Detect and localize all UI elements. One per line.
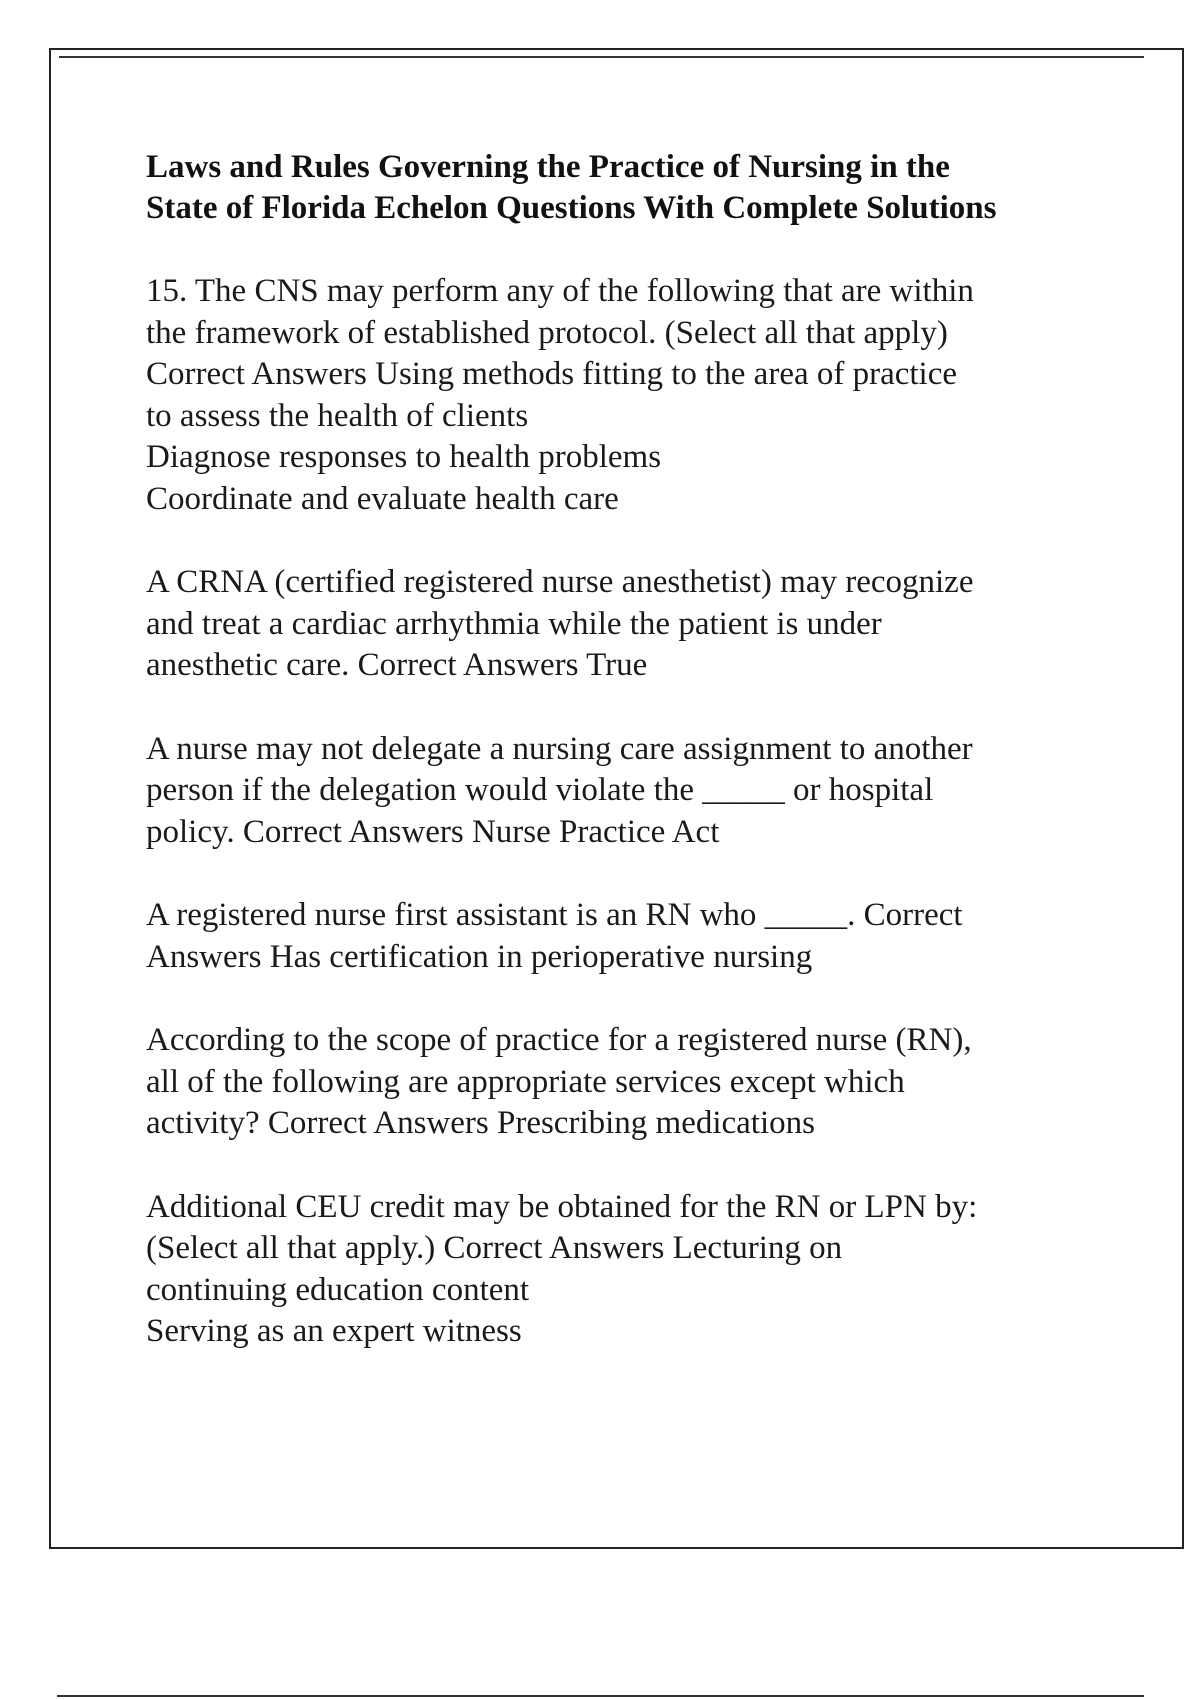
footer-rule xyxy=(57,1695,1144,1697)
document-content xyxy=(146,147,1096,1353)
qa-text-line: Correct Answers Using methods fitting to the area of practice xyxy=(146,356,958,392)
document-title xyxy=(146,147,1096,229)
document-title-line: State of Florida Echelon Questions With Complete Solutions xyxy=(146,190,997,226)
qa-text-line: person if the delegation would violate the _____ or hospital xyxy=(146,772,934,808)
qa-block-first-assistant xyxy=(146,895,1096,978)
qa-text-line: A nurse may not delegate a nursing care assignment to another xyxy=(146,730,973,767)
qa-text-line: the framework of established protocol. (Select all that apply) xyxy=(146,314,948,351)
qa-text-line: continuing education content xyxy=(146,1271,530,1308)
qa-text-line: to assess the health of clients xyxy=(146,397,529,434)
qa-block-ceu-credit xyxy=(146,1187,1096,1353)
qa-text-line: According to the scope of practice for a registered nurse (RN), xyxy=(146,1022,972,1058)
qa-text-line: policy. Correct Answers Nurse Practice Act xyxy=(146,813,720,850)
qa-text-line: Coordinate and evaluate health care xyxy=(146,480,619,517)
qa-block-cns xyxy=(146,271,1096,520)
qa-text-line: Additional CEU credit may be obtained for the RN or LPN by: xyxy=(146,1188,978,1225)
qa-block-scope-of-practice xyxy=(146,1020,1096,1145)
header-rule xyxy=(59,56,1144,58)
qa-block-delegation xyxy=(146,729,1096,854)
qa-text-line: and treat a cardiac arrhythmia while the patient is under xyxy=(146,605,882,642)
qa-text-line: 15. The CNS may perform any of the following that are within xyxy=(146,273,974,309)
qa-text-line: Diagnose responses to health problems xyxy=(146,439,662,475)
qa-text-line: activity? Correct Answers Prescribing medications xyxy=(146,1105,815,1141)
qa-text-line: A registered nurse first assistant is an RN who _____. Correct xyxy=(146,897,963,933)
qa-text-line: Answers Has certification in perioperative nursing xyxy=(146,938,813,975)
qa-text-line: all of the following are appropriate services except which xyxy=(146,1063,905,1100)
qa-text-line: (Select all that apply.) Correct Answers Lecturing on xyxy=(146,1230,843,1266)
qa-block-crna xyxy=(146,562,1096,687)
document-title-line: Laws and Rules Governing the Practice of Nursing in the xyxy=(146,149,950,185)
qa-text-line: anesthetic care. Correct Answers True xyxy=(146,647,648,683)
qa-text-line: A CRNA (certified registered nurse anesthetist) may recognize xyxy=(146,564,974,600)
qa-text-line: Serving as an expert witness xyxy=(146,1313,522,1349)
